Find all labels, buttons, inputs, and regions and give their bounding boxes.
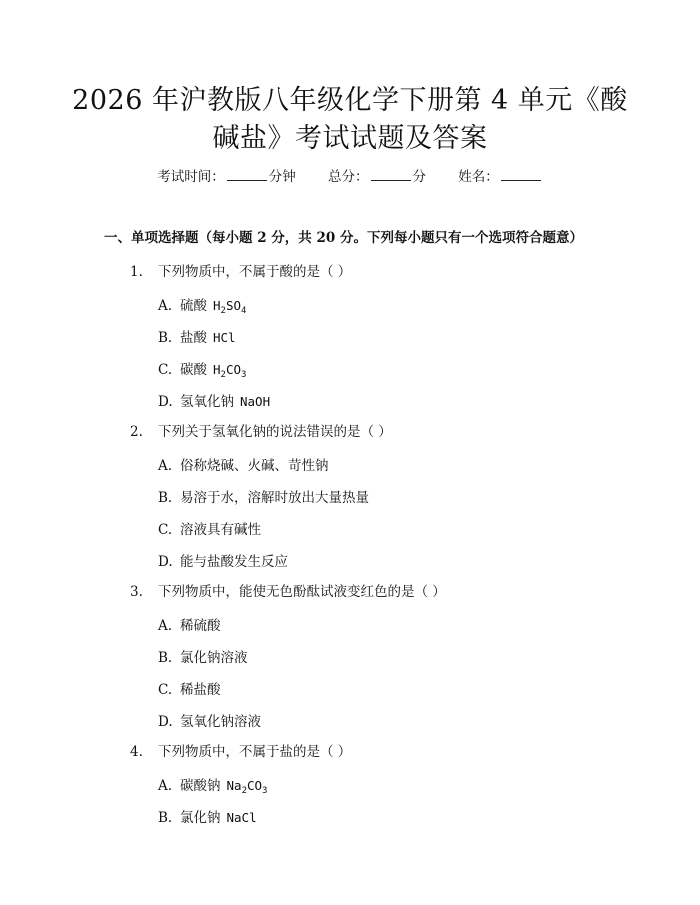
formula-part: SO bbox=[225, 298, 242, 313]
option-letter: C. bbox=[158, 682, 173, 698]
formula-part: H bbox=[213, 362, 221, 377]
option-letter: D. bbox=[158, 394, 173, 410]
formula-part: CO bbox=[246, 778, 263, 793]
option-letter: C. bbox=[158, 522, 173, 538]
formula-part: Na bbox=[226, 778, 242, 793]
section-heading: 一、单项选择题（每小题 2 分，共 20 分。下列每小题只有一个选项符合题意） bbox=[104, 230, 583, 246]
chemical-formula: NaOH bbox=[240, 394, 271, 409]
option-label: 稀盐酸 bbox=[180, 682, 221, 698]
formula-subscript: 2 bbox=[220, 306, 226, 316]
title-line-1: 2026 年沪教版八年级化学下册第 4 单元《酸 bbox=[72, 85, 628, 116]
option-label: 氯化钠溶液 bbox=[180, 650, 248, 666]
option-letter: A. bbox=[158, 458, 173, 474]
option-letter: C. bbox=[158, 362, 173, 378]
option-letter: A. bbox=[158, 298, 173, 314]
exam-info bbox=[0, 167, 700, 187]
question-stem: 下列物质中，能使无色酚酞试液变红色的是（ ） bbox=[158, 584, 446, 600]
option-letter: B. bbox=[158, 650, 173, 666]
formula-subscript: 2 bbox=[220, 370, 226, 380]
chemical-formula: HCl bbox=[213, 330, 236, 345]
chemical-formula: NaCl bbox=[226, 810, 257, 825]
option-letter: B. bbox=[158, 330, 173, 346]
exam-time-unit: 分钟 bbox=[268, 169, 296, 185]
option-letter: B. bbox=[158, 810, 173, 826]
exam-time-blank[interactable] bbox=[227, 168, 267, 181]
option-label: 氢氧化钠 bbox=[180, 394, 234, 410]
total-score-label: 总分： bbox=[328, 169, 369, 185]
option-label: 氢氧化钠溶液 bbox=[180, 714, 261, 730]
option-text bbox=[180, 616, 221, 636]
formula-part: H bbox=[213, 298, 221, 313]
question-number: 1. bbox=[130, 264, 143, 280]
option-letter: D. bbox=[158, 714, 173, 730]
option-text bbox=[180, 296, 246, 316]
total-score-unit: 分 bbox=[412, 169, 426, 185]
option-letter: B. bbox=[158, 490, 173, 506]
option-text bbox=[180, 648, 248, 668]
option-letter: D. bbox=[158, 554, 173, 570]
option-label: 碳酸钠 bbox=[180, 778, 221, 794]
question-number: 3. bbox=[130, 584, 143, 600]
title-line-2: 碱盐》考试试题及答案 bbox=[212, 123, 488, 154]
question-number: 4. bbox=[130, 744, 143, 760]
option-label: 氯化钠 bbox=[180, 810, 221, 826]
option-text bbox=[180, 456, 329, 476]
chemical-formula bbox=[213, 298, 247, 316]
formula-subscript: 2 bbox=[241, 786, 247, 796]
option-letter: A. bbox=[158, 618, 173, 634]
option-text bbox=[180, 520, 261, 540]
formula-part: CO bbox=[225, 362, 242, 377]
option-label: 能与盐酸发生反应 bbox=[180, 554, 288, 570]
option-label: 易溶于水，溶解时放出大量热量 bbox=[180, 490, 369, 506]
total-score-blank[interactable] bbox=[371, 168, 411, 181]
formula-subscript: 4 bbox=[241, 306, 247, 316]
question-stem: 下列物质中，不属于盐的是（ ） bbox=[158, 744, 352, 760]
option-label: 碳酸 bbox=[180, 362, 207, 378]
option-text bbox=[180, 808, 257, 828]
option-label: 盐酸 bbox=[180, 330, 207, 346]
option-label: 俗称烧碱、火碱、苛性钠 bbox=[180, 458, 329, 474]
exam-time-field bbox=[157, 169, 300, 185]
option-text bbox=[180, 328, 236, 348]
question-number: 2. bbox=[130, 424, 143, 440]
option-label: 溶液具有碱性 bbox=[180, 522, 261, 538]
exam-time-label: 考试时间： bbox=[157, 169, 225, 185]
option-text bbox=[180, 488, 369, 508]
total-score-field bbox=[328, 169, 430, 185]
option-text bbox=[180, 360, 246, 380]
option-letter: A. bbox=[158, 778, 173, 794]
question-stem: 下列物质中，不属于酸的是（ ） bbox=[158, 264, 352, 280]
option-label: 稀硫酸 bbox=[180, 618, 221, 634]
option-label: 硫酸 bbox=[180, 298, 207, 314]
option-text bbox=[180, 712, 261, 732]
formula-subscript: 3 bbox=[241, 370, 247, 380]
name-field bbox=[458, 169, 543, 185]
option-text bbox=[180, 680, 221, 700]
name-label: 姓名： bbox=[458, 169, 499, 185]
option-text bbox=[180, 392, 270, 412]
formula-subscript: 3 bbox=[262, 786, 268, 796]
name-blank[interactable] bbox=[501, 168, 541, 181]
option-text bbox=[180, 552, 288, 572]
chemical-formula bbox=[213, 362, 247, 380]
option-text bbox=[180, 776, 267, 796]
chemical-formula bbox=[226, 778, 268, 796]
question-stem: 下列关于氢氧化钠的说法错误的是（ ） bbox=[158, 424, 392, 440]
